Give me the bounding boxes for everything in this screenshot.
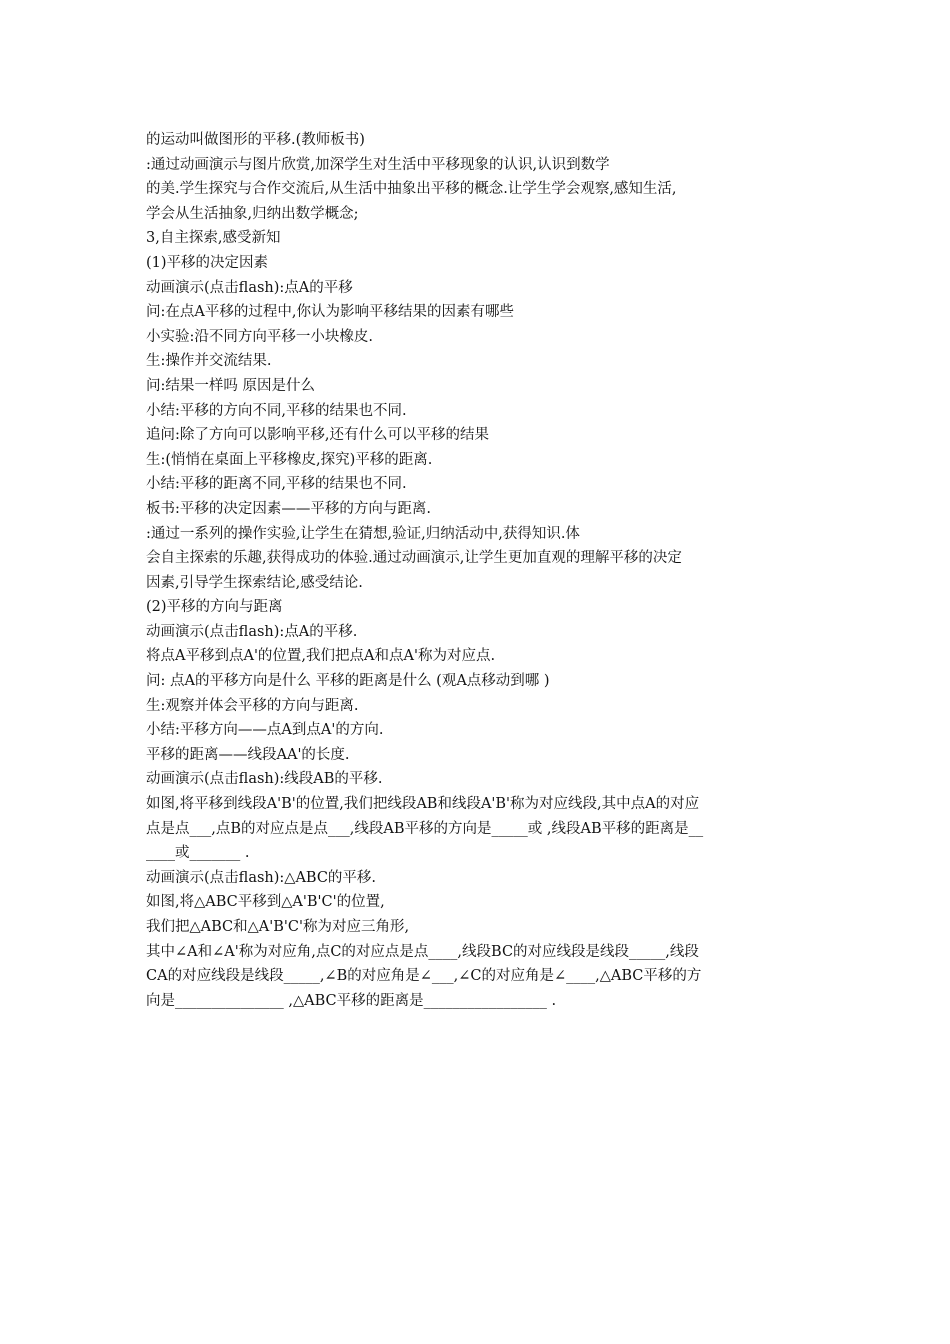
text-line: 问:结果一样吗 原因是什么: [146, 377, 315, 394]
text-line: 小结:平移的距离不同,平移的结果也不同.: [146, 476, 407, 493]
text-line: 平移的距离——线段AA'的长度.: [146, 746, 350, 763]
text-line: CA的对应线段是线段_____,∠B的对应角是∠___,∠C的对应角是∠____,△ABC平移的方: [146, 968, 702, 985]
text-line: 板书:平移的决定因素——平移的方向与距离.: [146, 500, 431, 517]
text-line: 因素,引导学生探索结论,感受结论.: [146, 574, 363, 591]
text-line: 生:(悄悄在桌面上平移橡皮,探究)平移的距离.: [146, 451, 433, 468]
text-line: 学会从生活抽象,归纳出数学概念;: [146, 205, 359, 222]
text-line: 生:观察并体会平移的方向与距离.: [146, 697, 359, 714]
text-line: ____或_______ .: [146, 845, 250, 862]
text-line: 动画演示(点击flash):点A的平移.: [146, 623, 358, 640]
text-line: 动画演示(点击flash):点A的平移: [146, 279, 353, 296]
text-line: 问: 点A的平移方向是什么 平移的距离是什么 (观A点移动到哪 ): [146, 673, 550, 690]
document-body: [146, 128, 816, 1013]
text-line: 小结:平移的方向不同,平移的结果也不同.: [146, 402, 407, 419]
text-line: 生:操作并交流结果.: [146, 353, 272, 370]
text-line: 我们把△ABC和△A'B'C'称为对应三角形,: [146, 919, 410, 935]
text-line: (1)平移的决定因素: [146, 254, 269, 271]
text-line: 动画演示(点击flash):线段AB的平移.: [146, 771, 383, 788]
text-line: 的美.学生探究与合作交流后,从生活中抽象出平移的概念.让学生学会观察,感知生活,: [146, 181, 677, 198]
text-line: 3,自主探索,感受新知: [146, 230, 281, 247]
text-line: 向是_______________ ,△ABC平移的距离是_________________ .: [146, 992, 557, 1009]
text-line: 问:在点A平移的过程中,你认为影响平移结果的因素有哪些: [146, 304, 514, 321]
text-line: 追问:除了方向可以影响平移,还有什么可以平移的结果: [146, 427, 489, 444]
text-line: 动画演示(点击flash):△ABC的平移.: [146, 869, 377, 886]
text-line: (2)平移的方向与距离: [146, 599, 283, 616]
text-line: :通过一系列的操作实验,让学生在猜想,验证,归纳活动中,获得知识.体: [146, 525, 580, 542]
text-line: 会自主探索的乐趣,获得成功的体验.通过动画演示,让学生更加直观的理解平移的决定: [146, 550, 682, 567]
text-line: 将点A平移到点A'的位置,我们把点A和点A'称为对应点.: [146, 648, 496, 665]
text-line: 点是点___,点B的对应点是点___,线段AB平移的方向是_____或 ,线段AB平移的距离是__: [146, 820, 704, 837]
text-line: 小实验:沿不同方向平移一小块橡皮.: [146, 328, 373, 345]
text-line: 的运动叫做图形的平移.(教师板书): [146, 132, 365, 148]
text-line: 小结:平移方向——点A到点A'的方向.: [146, 722, 384, 739]
text-line: 如图,将△ABC平移到△A'B'C'的位置,: [146, 894, 385, 911]
text-line: 如图,将平移到线段A'B'的位置,我们把线段AB和线段A'B'称为对应线段,其中点A的对应: [146, 796, 700, 813]
text-line: 其中∠A和∠A'称为对应角,点C的对应点是点____,线段BC的对应线段是线段_____,线段: [146, 943, 699, 960]
text-line: :通过动画演示与图片欣赏,加深学生对生活中平移现象的认识,认识到数学: [146, 156, 610, 173]
